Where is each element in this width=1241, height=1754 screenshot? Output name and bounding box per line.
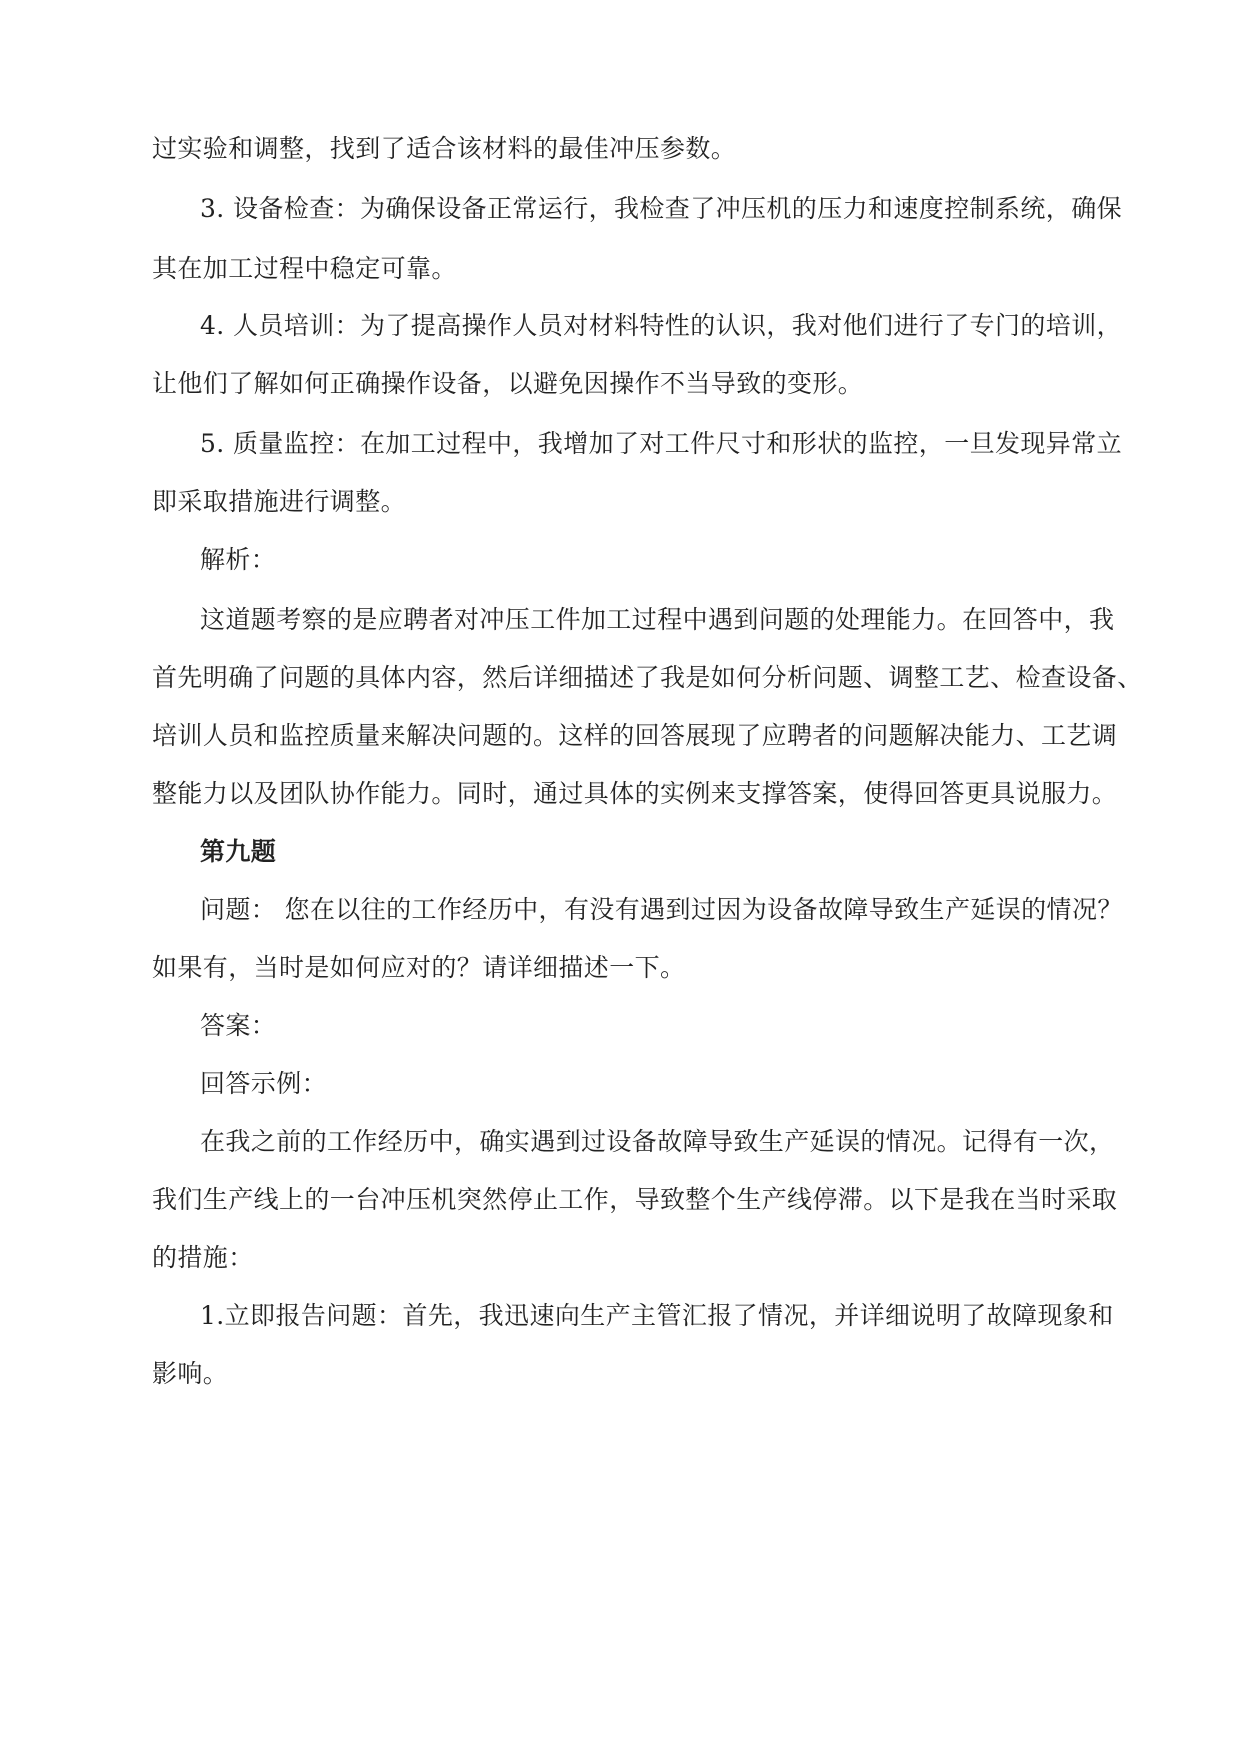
analysis-paragraph-line: 整能力以及团队协作能力。同时，通过具体的实例来支撑答案，使得回答更具说服力。	[152, 779, 1118, 808]
list-item-quality-control: 5. 质量监控：在加工过程中，我增加了对工件尺寸和形状的监控，一旦发现异常立	[200, 429, 1123, 458]
list-item-equipment-check-cont: 其在加工过程中稳定可靠。	[152, 254, 457, 283]
answer-paragraph-line: 的措施：	[152, 1243, 254, 1272]
list-item-quality-control-cont: 即采取措施进行调整。	[152, 487, 407, 516]
list-item-equipment-check: 3. 设备检查：为确保设备正常运行，我检查了冲压机的压力和速度控制系统，确保	[200, 194, 1123, 223]
question-heading: 第九题	[200, 837, 277, 866]
answer-paragraph-line: 在我之前的工作经历中，确实遇到过设备故障导致生产延误的情况。记得有一次，	[200, 1127, 1115, 1156]
analysis-label: 解析：	[200, 545, 277, 574]
answer-label: 答案：	[200, 1011, 277, 1040]
answer-paragraph-line: 我们生产线上的一台冲压机突然停止工作，导致整个生产线停滞。以下是我在当时采取	[152, 1185, 1118, 1214]
analysis-paragraph-line: 培训人员和监控质量来解决问题的。这样的回答展现了应聘者的问题解决能力、工艺调	[152, 721, 1118, 750]
list-item-report-problem: 1.立即报告问题：首先，我迅速向生产主管汇报了情况，并详细说明了故障现象和	[200, 1301, 1114, 1330]
list-item-report-problem-cont: 影响。	[152, 1359, 229, 1388]
list-item-staff-training-cont: 让他们了解如何正确操作设备，以避免因操作不当导致的变形。	[152, 369, 864, 398]
answer-example-label: 回答示例：	[200, 1069, 328, 1098]
list-item-staff-training: 4. 人员培训：为了提高操作人员对材料特性的认识，我对他们进行了专门的培训，	[200, 311, 1123, 340]
question-text-line: 如果有，当时是如何应对的？请详细描述一下。	[152, 953, 686, 982]
analysis-paragraph-line: 这道题考察的是应聘者对冲压工件加工过程中遇到问题的处理能力。在回答中，我	[200, 605, 1115, 634]
question-text-line: 问题： 您在以往的工作经历中，有没有遇到过因为设备故障导致生产延误的情况？	[200, 895, 1123, 924]
paragraph-continuation-line: 过实验和调整，找到了适合该材料的最佳冲压参数。	[152, 134, 737, 163]
analysis-paragraph-line: 首先明确了问题的具体内容，然后详细描述了我是如何分析问题、调整工艺、检查设备、	[152, 663, 1143, 692]
